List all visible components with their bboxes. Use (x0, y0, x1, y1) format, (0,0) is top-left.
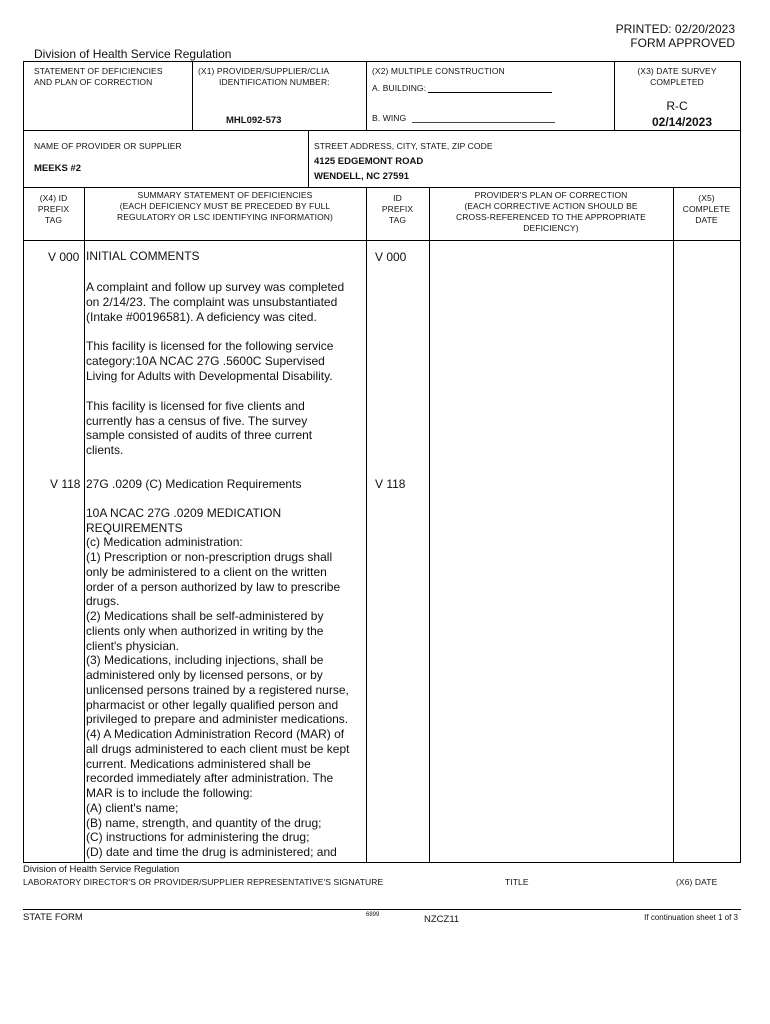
provider-id-value: MHL092-573 (226, 115, 282, 126)
body-line: (D) date and time the drug is administered; and (86, 845, 337, 859)
body-line: only be administered to a client on the written (86, 565, 327, 579)
body-line: recorded immediately after administration. The (86, 771, 334, 785)
body-line: category:10A NCAC 27G .5600C Supervised (86, 354, 325, 368)
body-line: (C) instructions for administering the drug; (86, 830, 310, 844)
body-line: (1) Prescription or non-prescription drugs shall (86, 550, 333, 564)
section-heading-initial-comments: INITIAL COMMENTS (86, 249, 200, 263)
provider-name-label: NAME OF PROVIDER OR SUPPLIER (34, 141, 182, 151)
body-line: REQUIREMENTS (86, 521, 183, 535)
street-line-1: 4125 EDGEMONT ROAD (314, 156, 424, 167)
body-line: This facility is licensed for five clients and (86, 399, 305, 413)
street-line-2: WENDELL, NC 27591 (314, 171, 410, 182)
provider-name: MEEKS #2 (34, 163, 81, 174)
division-title: Division of Health Service Regulation (34, 47, 232, 61)
title-label: TITLE (505, 877, 529, 887)
signature-label: LABORATORY DIRECTOR'S OR PROVIDER/SUPPLIER REPRESENTATIVE'S SIGNATURE (23, 877, 384, 887)
body-line: unlicensed persons trained by a registered nurse, (86, 683, 349, 697)
body-line: Living for Adults with Developmental Disability. (86, 369, 333, 383)
body-line: (Intake #00196581). A deficiency was cited. (86, 310, 317, 324)
x3-code: R-C (666, 99, 688, 113)
continuation-sheet: If continuation sheet 1 of 3 (644, 913, 738, 922)
statement-label-1: STATEMENT OF DEFICIENCIES (34, 66, 163, 76)
body-line: A complaint and follow up survey was completed (86, 280, 345, 294)
body-line: (4) A Medication Administration Record (MAR) of (86, 727, 345, 741)
body-line: currently has a census of five. The survey (86, 414, 308, 428)
body-line: (3) Medications, including injections, shall be (86, 653, 324, 667)
state-form-label: STATE FORM (23, 912, 83, 923)
body-line: clients only when authorized in writing by the (86, 624, 324, 638)
form-number: 6899 (366, 912, 380, 918)
body-line: MAR is to include the following: (86, 786, 253, 800)
tag-v000-right: V 000 (375, 250, 407, 264)
body-line: privileged to prepare and administer medications. (86, 712, 349, 726)
body-line: (B) name, strength, and quantity of the drug; (86, 816, 322, 830)
body-line: 10A NCAC 27G .0209 MEDICATION (86, 506, 282, 520)
tag-v118-right: V 118 (375, 477, 406, 491)
body-line: order of a person authorized by law to prescribe (86, 580, 341, 594)
id-header: ID PREFIX TAG (381, 193, 414, 225)
x1-label-2: IDENTIFICATION NUMBER: (219, 77, 330, 87)
statement-label-2: AND PLAN OF CORRECTION (34, 77, 153, 87)
body-line: administered only by licensed persons, or by (86, 668, 323, 682)
section-heading-medication: 27G .0209 (C) Medication Requirements (86, 477, 302, 491)
summary-header: SUMMARY STATEMENT OF DEFICIENCIES (EACH DEFICIENCY MUST BE PRECEDED BY FULL REGULATORY OR LSC IDENTIFYING INFORMATION) (117, 190, 333, 222)
body-line: (A) client's name; (86, 801, 179, 815)
printed-date: PRINTED: 02/20/2023 (615, 22, 735, 36)
x1-label-1: (X1) PROVIDER/SUPPLIER/CLIA (198, 66, 330, 76)
form-approved: FORM APPROVED (630, 36, 735, 50)
event-id: NZCZ11 (424, 914, 460, 925)
body-line: on 2/14/23. The complaint was unsubstantiated (86, 295, 338, 309)
building-label: A. BUILDING: (372, 83, 427, 93)
body-line: This facility is licensed for the following service (86, 339, 334, 353)
x4-header: (X4) ID PREFIX TAG (37, 193, 70, 225)
body-line: client's physician. (86, 639, 179, 653)
body-line: (2) Medications shall be self-administered by (86, 609, 324, 623)
date-label: (X6) DATE (676, 877, 718, 887)
street-label: STREET ADDRESS, CITY, STATE, ZIP CODE (314, 141, 493, 151)
x3-label-2: COMPLETED (650, 77, 704, 87)
body-line: pharmacist or other legally qualified person and (86, 698, 339, 712)
x3-date: 02/14/2023 (651, 115, 713, 129)
body-line: sample consisted of audits of three current (86, 428, 313, 442)
tag-v118-left: V 118 (50, 477, 81, 491)
tag-v000-left: V 000 (48, 250, 80, 264)
body-line: (c) Medication administration: (86, 535, 243, 549)
footer-rule (23, 909, 741, 910)
body-line: all drugs administered to each client must be kept (86, 742, 350, 756)
body-line: current. Medications administered shall be (86, 757, 311, 771)
x3-label-1: (X3) DATE SURVEY (637, 66, 717, 76)
body-line: clients. (86, 443, 124, 457)
footer-division: Division of Health Service Regulation (23, 864, 180, 875)
body-line: drugs. (86, 594, 120, 608)
wing-label: B. WING (372, 113, 407, 123)
plan-header: PROVIDER'S PLAN OF CORRECTION (EACH CORRECTIVE ACTION SHOULD BE CROSS-REFERENCED TO THE APPROPRIATE DEFICIENCY) (456, 190, 646, 233)
x2-label: (X2) MULTIPLE CONSTRUCTION (372, 66, 505, 76)
x5-header: (X5) COMPLETE DATE (682, 193, 731, 225)
